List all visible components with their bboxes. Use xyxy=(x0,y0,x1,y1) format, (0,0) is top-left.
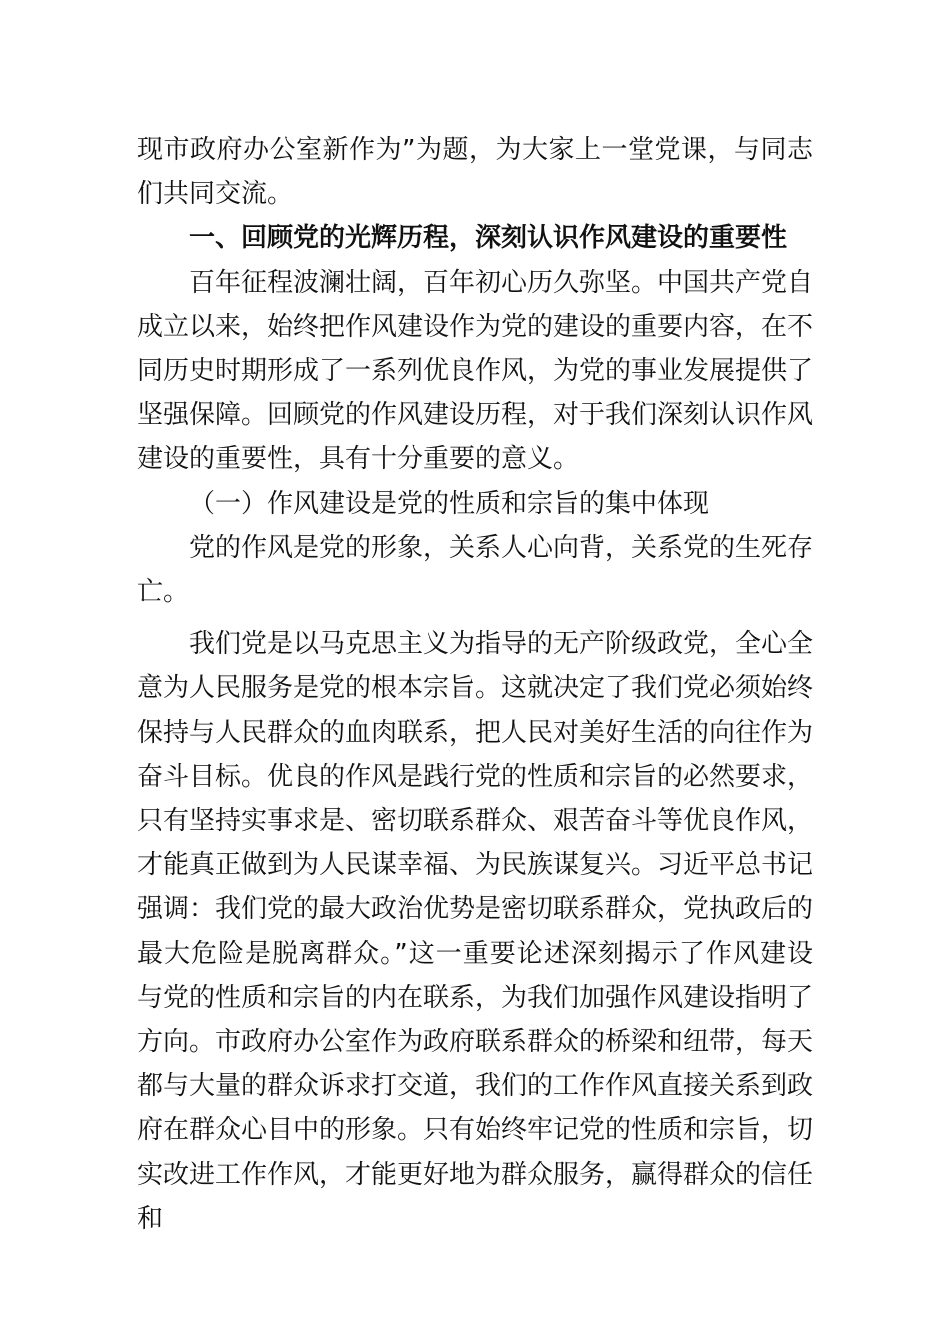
section-heading: 一、回顾党的光辉历程，深刻认识作风建设的重要性 xyxy=(189,223,788,254)
paragraph: 百年征程波澜壮阔，百年初心历久弥坚。中国共产党自成立以来，始终把作风建设作为党的建设的重要内容，在不同历史时期形成了一系列优良作风，为党的事业发展提供了坚强保障。回顾党的作风建设历程，对于我们深刻认识作风建设的重要性，具有十分重要的意义。 xyxy=(137,267,814,475)
paragraph-continuation: 现市政府办公室新作为”为题，为大家上一堂党课，与同志们共同交流。 xyxy=(137,135,813,210)
paragraph: 党的作风是党的形象，关系人心向背，关系党的生死存亡。 xyxy=(137,532,814,608)
subsection-heading: （一）作风建设是党的性质和宗旨的集中体现 xyxy=(189,488,710,519)
document-body xyxy=(137,128,813,1241)
paragraph: 我们党是以马克思主义为指导的无产阶级政党，全心全意为人民服务是党的根本宗旨。这就决定了我们党必须始终保持与人民群众的血肉联系，把人民对美好生活的向往作为奋斗目标。优良的作风是践行党的性质和宗旨的必然要求，只有坚持实事求是、密切联系群众、艰苦奋斗等优良作风，才能真正做到为人民谋幸福、为民族谋复兴。习近平总书记强调：我们党的最大政治优势是密切联系群众，党执政后的最大危险是脱离群众。”这一重要论述深刻揭示了作风建设与党的性质和宗旨的内在联系，为我们加强作风建设指明了方向。市政府办公室作为政府联系群众的桥梁和纽带，每天都与大量的群众诉求打交道，我们的工作作风直接关系到政府在群众心目中的形象。只有始终牢记党的性质和宗旨，切实改进工作作风，才能更好地为群众服务，赢得群众的信任和 xyxy=(137,629,814,1234)
